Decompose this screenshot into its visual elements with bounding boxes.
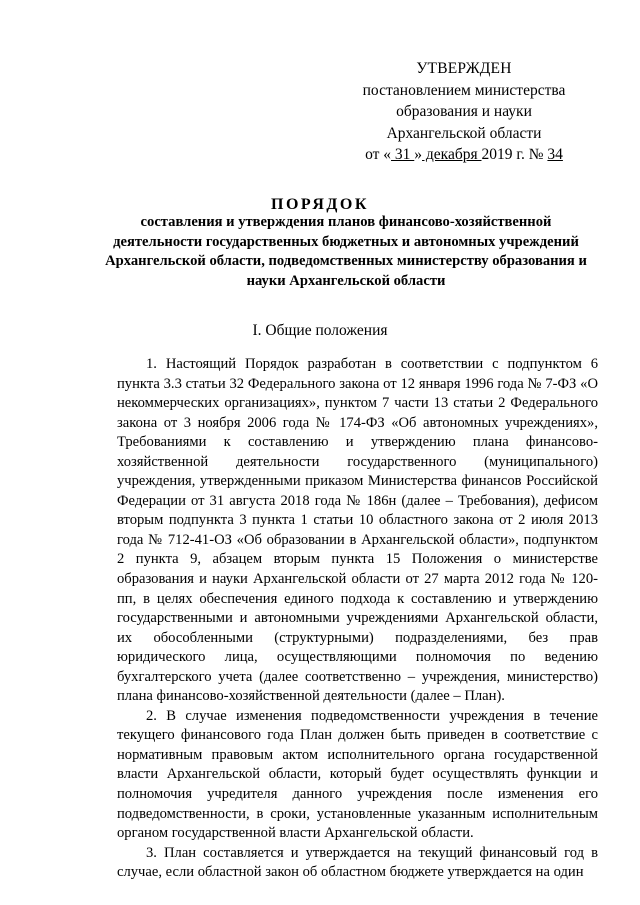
approval-line-2: образования и науки (396, 103, 532, 120)
date-day: 31 (391, 146, 415, 163)
document-subtitle: составления и утверждения планов финансово-хозяйственной деятельности государственных бюджетных и автономных учреждений Архангельской области, подведомственных министерству образования и науки Архангельской области (105, 214, 587, 289)
section-heading: I. Общие положения (252, 322, 388, 339)
date-mid: » (414, 146, 423, 163)
approval-line-3: Архангельской области (386, 124, 542, 142)
document-body (117, 355, 598, 883)
approval-stamp (330, 58, 598, 166)
approval-title: УТВЕРЖДЕН (416, 60, 512, 77)
paragraph-1: 1. Настоящий Порядок разработан в соответствии с подпунктом 6 пункта 3.3 статьи 32 Федерального закона от 12 января 1996 года № 7-ФЗ «О некоммерческих организациях», пунктом 7 части 13 статьи 2 Федерального закона от 3 ноября 2006 года № 174-ФЗ «Об автономных учреждениях», Требованиями к составлению и утверждению плана финансово-хозяйственной деятельности государственного (муниципального) учреждения, утвержденными приказом Министерства финансов Российской Федерации от 31 августа 2018 года № 186н (далее – Требования), дефисом вторым подпункта 3 пункта 1 статьи 10 областного закона от 2 июля 2013 года № 712-41-ОЗ «Об образовании в Архангельской области», подпунктом 2 пункта 9, абзацем вторым пункта 15 Положения о министерстве образования и науки Архангельской области от 27 марта 2012 года № 120-пп, в целях обеспечения единого подхода к составлению и утверждению государственными и автономными учреждениями Архангельской области, их обособленными (структурными) подразделениями, без прав юридического лица, осуществляющими полномочия по ведению бухгалтерского учета (далее соответственно – учреждения, министерство) плана финансово-хозяйственной деятельности (далее – План). (117, 356, 598, 705)
document-title: ПОРЯДОК (271, 196, 369, 213)
approval-line-1: постановлением министерства (362, 81, 566, 99)
paragraph-2: 2. В случае изменения подведомственности учреждения в течение текущего финансового года План должен быть приведен в соответствие с нормативным правовым актом исполнительного органа государственной власти Архангельской области, который будет осуществлять функции и полномочия учредителя данного учреждения после изменения его подведомственности, в сроки, установленные указанным исполнительным органом государственной власти Архангельской области. (117, 707, 598, 842)
decree-number: 34 (547, 146, 563, 163)
date-prefix: от « (365, 146, 392, 163)
approval-date-line (330, 144, 598, 166)
date-year: 2019 г. № (481, 146, 548, 163)
paragraph-3: 3. План составляется и утверждается на текущий финансовый год в случае, если областной закон об областном бюджете утверждается на один (117, 844, 598, 881)
date-month: декабря (422, 146, 482, 163)
